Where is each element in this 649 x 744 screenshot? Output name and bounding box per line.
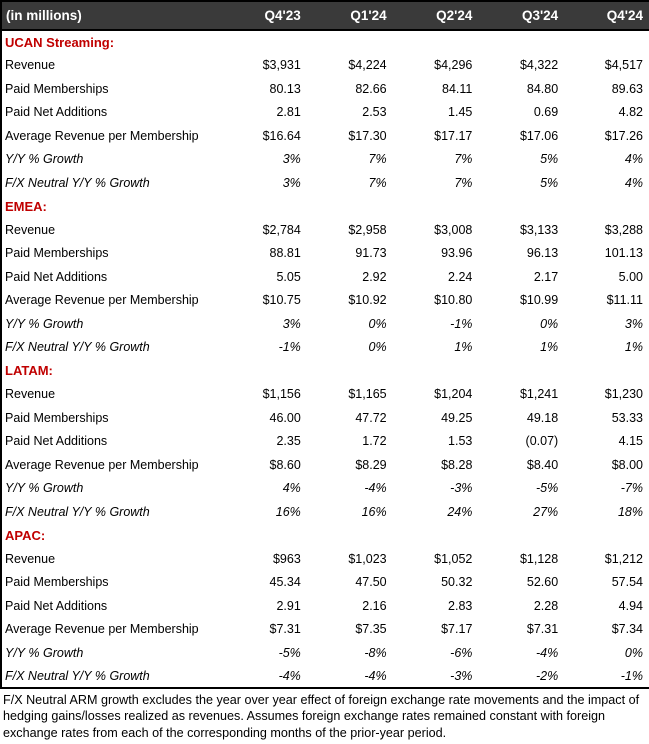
metric-value: 49.18 (478, 406, 564, 430)
metric-value: $4,296 (393, 54, 479, 78)
units-label: (in millions) (1, 1, 221, 30)
metric-value: -2% (478, 665, 564, 689)
metric-value: 93.96 (393, 242, 479, 266)
metric-value: $1,165 (307, 383, 393, 407)
metric-value: $7.17 (393, 618, 479, 642)
metric-value: -3% (393, 477, 479, 501)
metric-label: Average Revenue per Membership (1, 289, 221, 313)
metric-value: 80.13 (221, 77, 307, 101)
metric-label: Paid Memberships (1, 406, 221, 430)
metric-value: 18% (564, 500, 649, 524)
metric-value: 4% (564, 148, 649, 172)
metric-label: Paid Net Additions (1, 101, 221, 125)
metric-row (1, 265, 649, 289)
metric-label: Paid Memberships (1, 242, 221, 266)
metric-value: $11.11 (564, 289, 649, 313)
metric-value: 50.32 (393, 571, 479, 595)
metric-row (1, 77, 649, 101)
metric-value: $8.28 (393, 453, 479, 477)
metric-label: Paid Net Additions (1, 594, 221, 618)
metric-value: 2.53 (307, 101, 393, 125)
column-header-q124: Q1'24 (307, 1, 393, 30)
metric-value: 1.72 (307, 430, 393, 454)
metric-value: $16.64 (221, 124, 307, 148)
metric-value: $10.92 (307, 289, 393, 313)
metric-value: 0.69 (478, 101, 564, 125)
metric-value: -8% (307, 641, 393, 665)
metric-value: 1.45 (393, 101, 479, 125)
metric-value: 2.81 (221, 101, 307, 125)
metric-label: Y/Y % Growth (1, 148, 221, 172)
section-header-row (1, 524, 649, 548)
metric-value: $1,023 (307, 547, 393, 571)
metric-row (1, 124, 649, 148)
metric-value: 24% (393, 500, 479, 524)
metric-value: 2.91 (221, 594, 307, 618)
metric-value: 3% (221, 148, 307, 172)
metric-value: 2.28 (478, 594, 564, 618)
metric-label: Y/Y % Growth (1, 641, 221, 665)
metric-row (1, 430, 649, 454)
metric-value: $4,322 (478, 54, 564, 78)
metric-value: $8.29 (307, 453, 393, 477)
metric-value: 0% (564, 641, 649, 665)
metric-value: 53.33 (564, 406, 649, 430)
metric-value: $10.99 (478, 289, 564, 313)
metric-value: $1,156 (221, 383, 307, 407)
metric-value: 3% (221, 312, 307, 336)
metric-value: -7% (564, 477, 649, 501)
metric-row (1, 406, 649, 430)
metric-value: 4.15 (564, 430, 649, 454)
metric-value: (0.07) (478, 430, 564, 454)
metric-label: Average Revenue per Membership (1, 618, 221, 642)
metric-label: Average Revenue per Membership (1, 124, 221, 148)
metric-value: 2.83 (393, 594, 479, 618)
metric-row (1, 289, 649, 313)
metric-value: 1% (393, 336, 479, 360)
metric-value: $17.17 (393, 124, 479, 148)
metric-value: 27% (478, 500, 564, 524)
metric-value: 89.63 (564, 77, 649, 101)
metric-value: $1,052 (393, 547, 479, 571)
footnote: F/X Neutral ARM growth excludes the year over year effect of foreign exchange rate movements and the impact of hedging gains/losses realized as revenues. Assumes foreign exchange rates remained constant with foreign exchange rates from each of the corresponding months of the prior-year period. (3, 693, 640, 740)
metric-value: -4% (221, 665, 307, 689)
metric-value: 2.92 (307, 265, 393, 289)
metric-value: 2.35 (221, 430, 307, 454)
metric-value: -1% (393, 312, 479, 336)
metric-row (1, 148, 649, 172)
metric-value: 2.16 (307, 594, 393, 618)
metric-value: 1% (478, 336, 564, 360)
metric-value: 7% (307, 171, 393, 195)
metric-value: $3,133 (478, 218, 564, 242)
metric-value: 0% (478, 312, 564, 336)
metric-value: 91.73 (307, 242, 393, 266)
metric-value: -5% (478, 477, 564, 501)
metric-value: $10.75 (221, 289, 307, 313)
metric-value: $7.34 (564, 618, 649, 642)
metric-row (1, 547, 649, 571)
metric-label: Paid Net Additions (1, 430, 221, 454)
metric-value: -4% (478, 641, 564, 665)
metric-value: $4,224 (307, 54, 393, 78)
metric-value: 2.17 (478, 265, 564, 289)
metric-value: 45.34 (221, 571, 307, 595)
metric-value: 1.53 (393, 430, 479, 454)
metric-value: -6% (393, 641, 479, 665)
metric-value: 4% (221, 477, 307, 501)
metric-value: 5% (478, 171, 564, 195)
column-header-q224: Q2'24 (393, 1, 479, 30)
metric-value: 96.13 (478, 242, 564, 266)
section-header-row (1, 195, 649, 219)
metric-value: 0% (307, 312, 393, 336)
metric-row (1, 571, 649, 595)
metric-value: 2.24 (393, 265, 479, 289)
metric-value: $8.60 (221, 453, 307, 477)
metric-label: F/X Neutral Y/Y % Growth (1, 336, 221, 360)
metric-value: 4.82 (564, 101, 649, 125)
metric-value: $7.31 (478, 618, 564, 642)
metric-row (1, 665, 649, 689)
metric-row (1, 242, 649, 266)
metric-label: Y/Y % Growth (1, 312, 221, 336)
metric-value: 46.00 (221, 406, 307, 430)
metric-value: 3% (564, 312, 649, 336)
metric-value: -4% (307, 665, 393, 689)
metric-row (1, 336, 649, 360)
metric-row (1, 500, 649, 524)
metric-label: F/X Neutral Y/Y % Growth (1, 500, 221, 524)
metric-row (1, 594, 649, 618)
metric-value: $8.00 (564, 453, 649, 477)
metric-value: $10.80 (393, 289, 479, 313)
metric-value: 4.94 (564, 594, 649, 618)
metric-value: -4% (307, 477, 393, 501)
metric-value: $1,204 (393, 383, 479, 407)
metric-row (1, 171, 649, 195)
metric-value: $3,931 (221, 54, 307, 78)
metric-row (1, 101, 649, 125)
section-title: APAC: (1, 524, 649, 548)
metric-value: $3,008 (393, 218, 479, 242)
metric-value: $1,212 (564, 547, 649, 571)
metric-value: 88.81 (221, 242, 307, 266)
metric-value: $963 (221, 547, 307, 571)
metric-label: Revenue (1, 383, 221, 407)
metric-value: 84.80 (478, 77, 564, 101)
metric-row (1, 218, 649, 242)
metric-value: 1% (564, 336, 649, 360)
metric-value: $7.31 (221, 618, 307, 642)
metric-value: $1,128 (478, 547, 564, 571)
metric-value: 7% (393, 171, 479, 195)
section-header-row (1, 359, 649, 383)
metric-label: Paid Memberships (1, 77, 221, 101)
column-header-q424: Q4'24 (564, 1, 649, 30)
metric-value: 101.13 (564, 242, 649, 266)
table-body (1, 30, 649, 688)
metric-value: 5.00 (564, 265, 649, 289)
metric-value: 52.60 (478, 571, 564, 595)
metric-label: Paid Net Additions (1, 265, 221, 289)
section-title: LATAM: (1, 359, 649, 383)
metric-value: $2,958 (307, 218, 393, 242)
metric-value: -1% (221, 336, 307, 360)
metric-value: -1% (564, 665, 649, 689)
section-title: EMEA: (1, 195, 649, 219)
metric-value: 5% (478, 148, 564, 172)
metric-row (1, 54, 649, 78)
column-header-q324: Q3'24 (478, 1, 564, 30)
metric-label: Revenue (1, 54, 221, 78)
metric-value: 57.54 (564, 571, 649, 595)
metric-label: F/X Neutral Y/Y % Growth (1, 171, 221, 195)
metric-value: 5.05 (221, 265, 307, 289)
metric-value: $2,784 (221, 218, 307, 242)
metric-value: 49.25 (393, 406, 479, 430)
metric-value: $7.35 (307, 618, 393, 642)
metric-value: 47.50 (307, 571, 393, 595)
metric-value: $8.40 (478, 453, 564, 477)
metric-value: $1,230 (564, 383, 649, 407)
metric-row (1, 383, 649, 407)
metric-label: Paid Memberships (1, 571, 221, 595)
metric-value: -5% (221, 641, 307, 665)
metric-value: $17.06 (478, 124, 564, 148)
metric-value: 4% (564, 171, 649, 195)
metric-label: Average Revenue per Membership (1, 453, 221, 477)
metric-value: $3,288 (564, 218, 649, 242)
metric-value: 3% (221, 171, 307, 195)
metric-row (1, 641, 649, 665)
metric-value: $4,517 (564, 54, 649, 78)
metric-value: 82.66 (307, 77, 393, 101)
metric-value: $17.26 (564, 124, 649, 148)
metric-value: 7% (393, 148, 479, 172)
metric-label: Revenue (1, 547, 221, 571)
metric-value: 7% (307, 148, 393, 172)
metric-row (1, 312, 649, 336)
metric-value: 0% (307, 336, 393, 360)
header-row (1, 1, 649, 30)
metric-row (1, 453, 649, 477)
metric-label: Revenue (1, 218, 221, 242)
column-header-q423: Q4'23 (221, 1, 307, 30)
metric-label: F/X Neutral Y/Y % Growth (1, 665, 221, 689)
metric-value: -3% (393, 665, 479, 689)
metric-value: 16% (307, 500, 393, 524)
metric-value: 16% (221, 500, 307, 524)
metric-value: $1,241 (478, 383, 564, 407)
metric-value: $17.30 (307, 124, 393, 148)
metric-value: 84.11 (393, 77, 479, 101)
metric-row (1, 618, 649, 642)
metric-label: Y/Y % Growth (1, 477, 221, 501)
metric-row (1, 477, 649, 501)
section-header-row (1, 30, 649, 54)
section-title: UCAN Streaming: (1, 30, 649, 54)
metric-value: 47.72 (307, 406, 393, 430)
